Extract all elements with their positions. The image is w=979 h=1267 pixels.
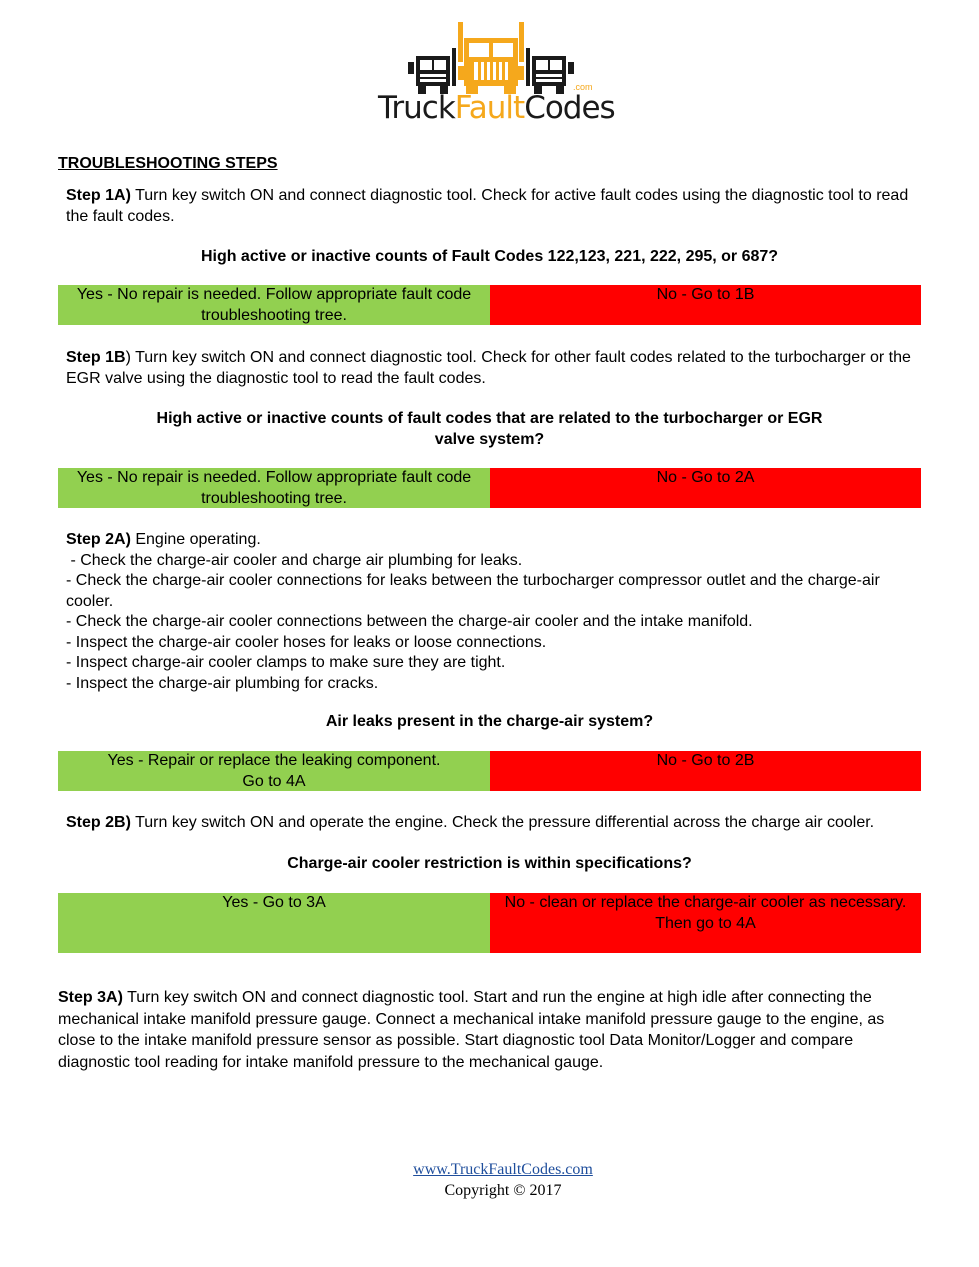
page-title: TROUBLESHOOTING STEPS bbox=[58, 155, 278, 172]
step-2a-check-5: - Inspect charge-air cooler clamps to make sure they are tight. bbox=[66, 654, 506, 671]
step-2a-check-6: - Inspect the charge-air plumbing for cracks. bbox=[66, 674, 379, 692]
footer-copyright: Copyright © 2017 bbox=[444, 1182, 562, 1199]
step-3a-paragraph bbox=[58, 987, 914, 1073]
step-1a-paragraph bbox=[66, 186, 916, 227]
step-2b-label: Step 2B) bbox=[66, 814, 131, 831]
step-3a-text: Turn key switch ON and connect diagnostic tool. Start and run the engine at high idle after connecting the mechanical intake manifold pressure gauge. Connect a mechanical intake manifold pressure gauge to the engine, as close to the intake manifold pressure sensor as possible. Start diagnostic tool Data Monitor/Logger and compare diagnostic tool reading for intake manifold pressure to the mechanical gauge. bbox=[58, 989, 885, 1071]
step-2a-yes-cell bbox=[58, 751, 490, 791]
site-logo bbox=[378, 18, 615, 130]
step-1a-answers bbox=[58, 285, 921, 325]
step-1b-answers bbox=[58, 468, 921, 508]
step-1b-label: Step 1B bbox=[66, 349, 126, 366]
step-2a-check-3: - Check the charge-air cooler connections between the charge-air cooler and the intake manifold. bbox=[66, 613, 753, 630]
logo-word-codes: Codes bbox=[524, 90, 615, 126]
step-1b-paragraph bbox=[66, 348, 916, 389]
step-1b-text: ) Turn key switch ON and connect diagnostic tool. Check for other fault codes related to the turbocharger or the EGR valve using the diagnostic tool to read the fault codes. bbox=[66, 349, 911, 387]
step-1a-question: High active or inactive counts of Fault Codes 122,123, 221, 222, 295, or 687? bbox=[200, 248, 779, 265]
step-2b-no-cell bbox=[490, 893, 921, 953]
step-1b-question: High active or inactive counts of fault codes that are related to the turbocharger or EGR valve system? bbox=[156, 410, 823, 448]
step-2a-check-1: - Check the charge-air cooler and charge air plumbing for leaks. bbox=[66, 551, 523, 569]
logo-word-truck: Truck bbox=[378, 90, 455, 126]
step-2b-answers bbox=[58, 893, 921, 953]
step-2b-question: Charge-air cooler restriction is within specifications? bbox=[287, 855, 692, 872]
logo-wordmark bbox=[378, 90, 615, 126]
step-2a-yes-line-2: Go to 4A bbox=[242, 772, 306, 790]
step-2b-text: Turn key switch ON and operate the engine. Check the pressure differential across the charge air cooler. bbox=[130, 814, 875, 831]
step-2a-question: Air leaks present in the charge-air system? bbox=[325, 713, 654, 730]
step-1a-yes-cell: Yes - No repair is needed. Follow appropriate fault code troubleshooting tree. bbox=[58, 285, 490, 325]
step-2b-no-line-2: Then go to 4A bbox=[655, 914, 756, 932]
step-1a-text: Turn key switch ON and connect diagnostic tool. Check for active fault codes using the diagnostic tool to read the fault codes. bbox=[66, 187, 909, 225]
step-2a-paragraph bbox=[66, 530, 916, 694]
step-2b-yes-cell: Yes - Go to 3A bbox=[58, 893, 490, 953]
step-2a-check-4: - Inspect the charge-air cooler hoses for leaks or loose connections. bbox=[66, 633, 547, 651]
step-2a-no-cell: No - Go to 2B bbox=[490, 751, 921, 791]
step-2a-yes-line-1: Yes - Repair or replace the leaking component. bbox=[107, 752, 441, 769]
step-1b-yes-cell: Yes - No repair is needed. Follow appropriate fault code troubleshooting tree. bbox=[58, 468, 490, 508]
step-2a-check-2: - Check the charge-air cooler connections for leaks between the turbocharger compressor outlet and the charge-air cooler. bbox=[66, 572, 880, 610]
step-1a-no-cell: No - Go to 1B bbox=[490, 285, 921, 325]
step-2b-no-line-1: No - clean or replace the charge-air cooler as necessary. bbox=[504, 894, 907, 911]
step-2a-text: Engine operating. bbox=[130, 531, 261, 548]
step-2a-label: Step 2A) bbox=[66, 531, 131, 548]
step-1a-label: Step 1A) bbox=[66, 187, 131, 204]
step-3a-label: Step 3A) bbox=[58, 989, 123, 1006]
step-1b-no-cell: No - Go to 2A bbox=[490, 468, 921, 508]
step-2b-paragraph bbox=[66, 813, 916, 834]
logo-dotcom: .com bbox=[573, 82, 593, 92]
step-2a-answers bbox=[58, 751, 921, 791]
footer-website-link[interactable]: www.TruckFaultCodes.com bbox=[413, 1161, 593, 1178]
logo-word-fault: Fault bbox=[454, 90, 525, 126]
truck-logo-icon bbox=[378, 18, 604, 98]
